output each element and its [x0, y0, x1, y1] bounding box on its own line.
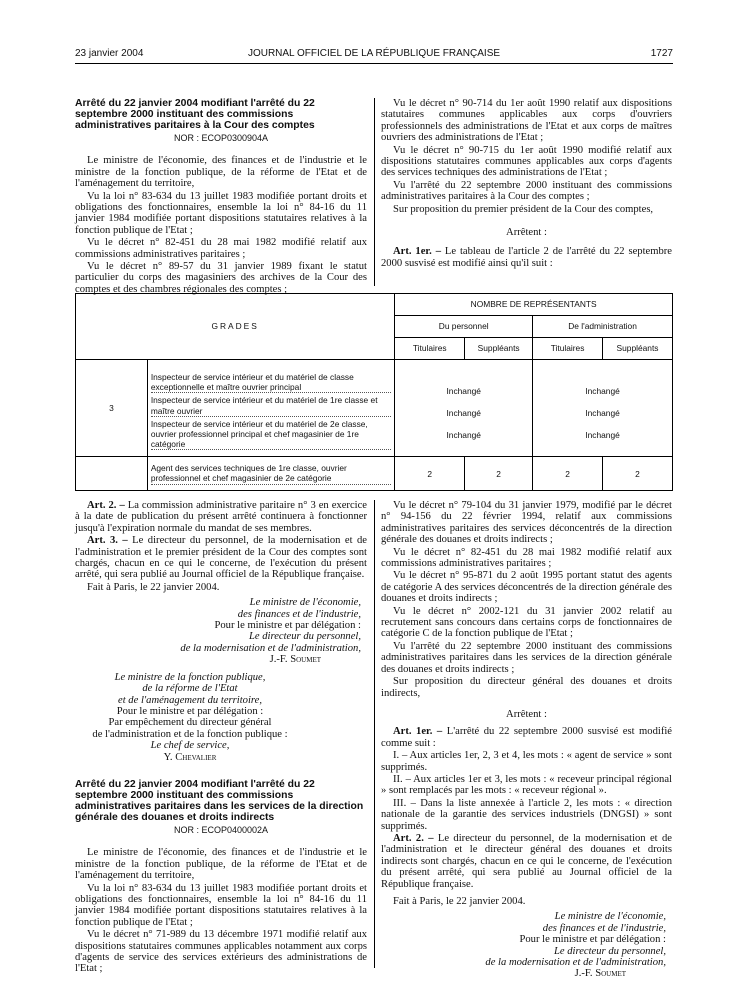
decree1-preamble-0: Le ministre de l'économie, des finances et de l'industrie et le ministre de la fonction publique, de la réforme de l'Etat et de l'aménagement du territoire,: [75, 155, 367, 190]
administration-header: De l'administration: [533, 316, 673, 338]
col-suppleants-personnel: Suppléants: [465, 338, 533, 360]
column-divider-bottom: [374, 500, 375, 968]
decree2-fait: Fait à Paris, le 22 janvier 2004.: [393, 896, 526, 907]
decree2-signature: [381, 911, 666, 979]
administration-values: [533, 360, 673, 457]
decree1-preamble-3: Vu le décret n° 89-57 du 31 janvier 1989 fixant le statut particulier du corps des magasiniers des archives de la Cour des comptes et des chambres régionales des comptes ;: [75, 261, 367, 295]
grade-agents: [147, 457, 394, 491]
agents-value-0: 2: [395, 457, 465, 491]
cap-number: 3: [76, 360, 148, 457]
decree2-item-1: II. – Aux articles 1er et 3, les mots : « receveur principal régional » sont remplacés par les mots : « receveur régional ».: [381, 773, 672, 797]
journal-title: JOURNAL OFFICIEL DE LA RÉPUBLIQUE FRANÇAISE: [247, 48, 501, 59]
grades-list: [147, 360, 394, 457]
decree1-art2-label: Art. 2. –: [87, 500, 125, 511]
decree2-item-2: III. – Dans la liste annexée à l'article 2, les mots : « direction nationale de la garantie des services industriels (DNGSI) » sont supprimés.: [381, 797, 672, 832]
administration-value-0: Inchangé: [585, 386, 620, 397]
sign1-line-3: Le directeur du personnel,: [249, 631, 361, 643]
decree1-preamble-4: Vu le décret n° 90-714 du 1er août 1990 relatif aux dispositions statutaires communes applicables aux corps d'ouvriers professionnels des administrations de l'Etat et aux corps de maîtres ouvriers des administrations de l'Etat ;: [381, 98, 672, 144]
grade-row-0: Inspecteur de service intérieur et du matériel de classe exceptionnelle et maître ouvrier principal: [151, 372, 391, 393]
decree2-art2-text: Le directeur du personnel, de la modernisation et de l'administration et le directeur général des douanes et droits indirects sont chargés, chacun en ce qui le concerne, de l'exécution du présent arrêté, qui sera publié au Journal officiel de la République française.: [381, 832, 672, 890]
decree2-item-0: I. – Aux articles 1er, 2, 3 et 4, les mots : « agent de service » sont supprimés.: [381, 750, 672, 773]
sign2-line-1: de la réforme de l'Etat: [142, 683, 238, 695]
sign3-line-4: de la modernisation et de l'administration,: [485, 957, 666, 969]
decree2-preamble-right-3: Vu le décret n° 2002-121 du 31 janvier 2002 relatif au recrutement sans concours dans certains corps de fonctionnaires de catégorie C de la fonction publique de l'Etat ;: [381, 605, 672, 640]
decree1-preamble-2: Vu le décret n° 82-451 du 28 mai 1982 modifié relatif aux commissions administratives paritaires ;: [75, 237, 367, 260]
decree2-preamble-right-0: Vu le décret n° 79-104 du 31 janvier 1979, modifié par le décret n° 94-156 du 22 février 1994, relatif aux commissions administratives paritaires des services déconcentrés de la direction générale des douanes et droits indirects ;: [381, 500, 672, 546]
administration-value-1: Inchangé: [585, 408, 620, 419]
decree2-article-2: [381, 833, 672, 890]
decree2-art1-label: Art. 1er. –: [393, 726, 443, 738]
decree1-art2-text: La commission administrative paritaire n° 3 en exercice à la date de publication du présent arrêté continuera à fonctionner jusqu'à l'expiration normale du mandat de ses membres.: [75, 500, 367, 534]
cap-number-empty: [76, 457, 148, 491]
decree2-arretent: Arrêtent :: [506, 708, 547, 720]
decree1-article-3: [75, 535, 367, 581]
administration-value-2: Inchangé: [585, 430, 620, 441]
grade-agents-text: Agent des services techniques de 1re classe, ouvrier professionnel et chef magasinier de 2e catégorie: [151, 463, 391, 484]
grade-row-2: Inspecteur de service intérieur et du matériel de 2e classe, ouvrier professionnel principal et chef magasinier de 1re catégorie: [151, 419, 391, 451]
sign3-line-1: des finances et de l'industrie,: [542, 922, 666, 934]
sign2-line-0: Le ministre de la fonction publique,: [114, 671, 266, 683]
sign1-line-4: de la modernisation et de l'administration,: [180, 642, 361, 654]
decree1-article-2: [75, 500, 367, 534]
sign3-line-2: Pour le ministre et par délégation :: [519, 934, 666, 946]
sign2-line-6: Le chef de service,: [150, 740, 230, 752]
page-number: 1727: [650, 48, 673, 59]
decree1-signature-1: [75, 597, 361, 665]
sign2-line-5: de l'administration et de la fonction publique :: [92, 728, 288, 740]
decree1-fait: Fait à Paris, le 22 janvier 2004.: [87, 581, 220, 593]
decree2-nor: NOR : ECOP0400002A: [173, 824, 269, 835]
decree1-title: Arrêté du 22 janvier 2004 modifiant l'arrêté du 22 septembre 2000 instituant des commissions administratives paritaires à la Cour des comptes: [75, 98, 315, 131]
decree1-preamble-7: Sur proposition du premier président de la Cour des comptes,: [393, 203, 654, 215]
table-row-cap3: [76, 360, 673, 457]
grade-row-1: Inspecteur de service intérieur et du matériel de 1re classe et maître ouvrier: [151, 395, 391, 416]
decree1-preamble-6: Vu l'arrêté du 22 septembre 2000 instituant des commissions administratives paritaires à la Cour des comptes ;: [381, 179, 672, 203]
sign3-line-3: Le directeur du personnel,: [554, 945, 666, 957]
grades-header: GRADES: [76, 294, 395, 360]
decree1-left-column: [75, 98, 367, 296]
sign1-line-0: Le ministre de l'économie,: [249, 597, 361, 609]
decree2-art2-label: Art. 2. –: [393, 832, 434, 844]
agents-value-1: 2: [465, 457, 533, 491]
personnel-value-1: Inchangé: [446, 408, 481, 419]
decree2-preamble-right-5: Sur proposition du directeur général des douanes et droits indirects,: [381, 676, 672, 699]
column-divider-top: [374, 98, 375, 286]
table-row-agents: [76, 457, 673, 491]
decree1-article-1: [381, 246, 672, 269]
decree1-preamble-1: Vu la loi n° 83-634 du 13 juillet 1983 modifiée portant droits et obligations des fonctionnaires, ensemble la loi n° 84-16 du 11 janvier 1984 modifiée portant dispositions statutaires relatives à la fonction publique de l'Etat ;: [75, 190, 367, 236]
personnel-value-2: Inchangé: [446, 430, 481, 441]
agents-value-2: 2: [533, 457, 603, 491]
header-rule: [75, 63, 673, 64]
decree1-preamble-5: Vu le décret n° 90-715 du 1er août 1990 modifié relatif aux dispositions statutaires communes applicables aux corps d'agents des services techniques des administrations de l'Etat ;: [381, 144, 672, 179]
sign3-line-5: J.-F. Soumet: [574, 968, 626, 980]
nombre-header: NOMBRE DE REPRÉSENTANTS: [395, 294, 673, 316]
decree2-preamble-left-2: Vu le décret n° 71-989 du 13 décembre 1971 modifié relatif aux dispositions statutaires communes applicables notamment aux corps d'agents de service des services extérieurs des administrations de l'Etat ;: [75, 929, 367, 975]
decree2-preamble-left-0: Le ministre de l'économie, des finances et de l'industrie et le ministre de la fonction publique, de la réforme de l'Etat et de l'aménagement du territoire,: [75, 847, 367, 882]
decree2-preamble-right-1: Vu le décret n° 82-451 du 28 mai 1982 modifié relatif aux commissions administratives paritaires ;: [381, 546, 672, 570]
personnel-header: Du personnel: [395, 316, 533, 338]
page-header: [75, 48, 673, 62]
decree1-right-column: [381, 98, 672, 270]
sign2-line-7: Y. Chevalier: [163, 751, 217, 763]
decree1-nor: NOR : ECOP0300904A: [173, 133, 269, 143]
sign1-line-5: J.-F. Soumet: [269, 654, 321, 666]
decree2-title: Arrêté du 22 janvier 2004 modifiant l'arrêté du 22 septembre 2000 instituant des commissions administratives paritaires dans les services de la direction générale des douanes et droits indirects: [75, 778, 364, 823]
sign2-line-4: Par empêchement du directeur général: [108, 717, 272, 729]
sign2-line-2: et de l'aménagement du territoire,: [118, 694, 262, 706]
sign1-line-1: des finances et de l'industrie,: [237, 608, 361, 620]
header-date: 23 janvier 2004: [75, 48, 144, 59]
col-titulaires-administration: Titulaires: [533, 338, 603, 360]
bottom-left-column: [75, 500, 367, 976]
decree2-preamble-left-1: Vu la loi n° 83-634 du 13 juillet 1983 modifiée portant droits et obligations des fonctionnaires, ensemble la loi n° 84-16 du 11 janvier 1984 modifiée portant dispositions statutaires relatives à la fonction publique de l'Etat ;: [75, 882, 367, 928]
personnel-values: [395, 360, 533, 457]
decree1-art3-text: Le directeur du personnel, de la modernisation et de l'administration et le premier président de la Cour des comptes sont chargés, chacun en ce qui le concerne, de l'exécution du présent arrêté, qui sera publié au Journal officiel de la République française.: [75, 535, 367, 581]
decree1-arretent: Arrêtent :: [506, 227, 547, 239]
personnel-value-0: Inchangé: [446, 386, 481, 397]
sign2-line-3: Pour le ministre et par délégation :: [116, 705, 264, 717]
col-suppleants-administration: Suppléants: [603, 338, 673, 360]
decree1-art1-label: Art. 1er. –: [393, 246, 441, 258]
decree1-signature-2: [75, 672, 305, 763]
agents-value-3: 2: [603, 457, 673, 491]
decree1-art1-text: Le tableau de l'article 2 de l'arrêté du 22 septembre 2000 susvisé est modifié ainsi qu'il suit :: [381, 246, 673, 269]
bottom-right-column: [381, 500, 672, 980]
representatives-table: [75, 293, 673, 491]
decree2-preamble-right-4: Vu l'arrêté du 22 septembre 2000 instituant des commissions administratives paritaires dans les services de la direction générale des douanes et droits indirects ;: [381, 640, 672, 675]
decree1-art3-label: Art. 3. –: [87, 535, 128, 547]
decree2-preamble-right-2: Vu le décret n° 95-871 du 2 août 1995 portant statut des agents de catégorie A des services déconcentrés de la direction générale des douanes et droits indirects ;: [381, 570, 672, 605]
sign1-line-2: Pour le ministre et par délégation :: [214, 620, 361, 632]
decree2-art1-text: L'arrêté du 22 septembre 2000 susvisé est modifié comme suit :: [381, 726, 672, 749]
decree2-article-1: [381, 726, 672, 749]
sign3-line-0: Le ministre de l'économie,: [554, 911, 666, 923]
col-titulaires-personnel: Titulaires: [395, 338, 465, 360]
